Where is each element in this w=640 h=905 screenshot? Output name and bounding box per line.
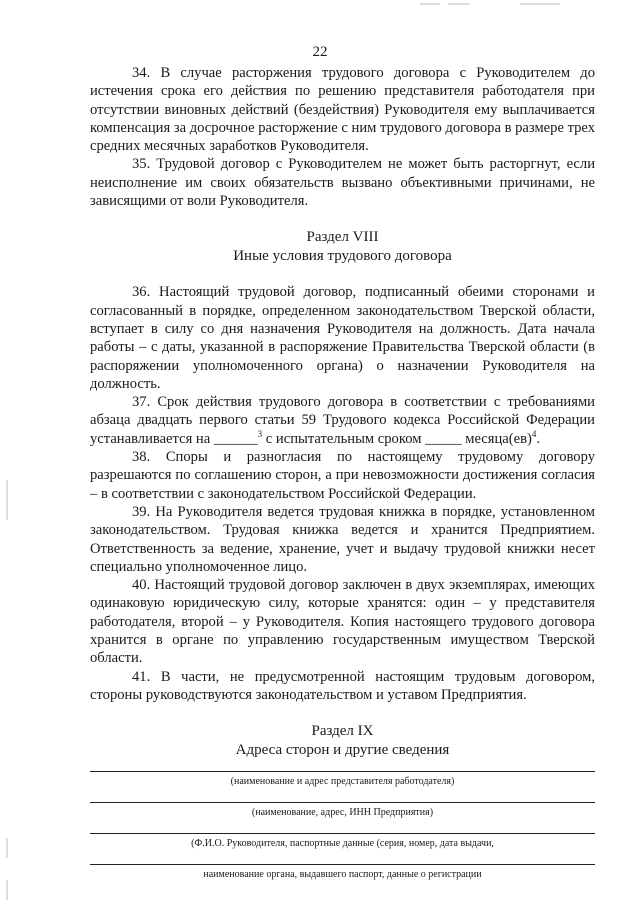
paragraph-36: 36. Настоящий трудовой договор, подписанный обеими сторонами и согласованный в порядке, определенном законодательством Тверской области, вступает в силу со дня назначения Руководителя на должность. Дата начала работы – с даты, указанной в распоряжение Правительства Тверской области (в распоряжении уполномоченного органа) о назначении Руководителя на должность. bbox=[90, 284, 595, 392]
paragraph-41: 41. В части, не предусмотренной настоящим трудовым договором, стороны руководствуются законодательством и уставом Предприятия. bbox=[90, 668, 595, 703]
paragraph-38: 38. Споры и разногласия по настоящему трудовому договору разрешаются по соглашению сторон, а при невозможности достижения согласия – в соответствии с законодательством Российской Федерации. bbox=[90, 449, 595, 502]
field-enterprise bbox=[90, 802, 595, 819]
paragraph-37-text-2: с испытательным сроком _____ месяца(ев) bbox=[262, 430, 532, 447]
section-9-heading: Раздел IX bbox=[311, 723, 374, 740]
field-caption-enterprise: (наименование, адрес, ИНН Предприятия) bbox=[251, 807, 434, 819]
section-8-title: Иные условия трудового договора bbox=[233, 247, 452, 264]
paragraph-39: 39. На Руководителя ведется трудовая книжка в порядке, установленном законодательством. Трудовая книжка ведется и хранится Предприятием. Ответственность за ведение, хранение, учет и выдачу трудовой книжки несет специально уполномоченное лицо. bbox=[90, 503, 595, 575]
footnote-4-ref: 4 bbox=[531, 428, 537, 439]
paragraph-40: 40. Настоящий трудовой договор заключен в двух экземплярах, имеющих одинаковую юридическую силу, которые хранятся: один – у представителя работодателя, второй – у Руководителя. Копия настоящего трудового договора хранится в органе по управлению государственным имуществом Тверской области. bbox=[90, 577, 595, 667]
field-line bbox=[90, 771, 595, 772]
footnote-3-ref: 3 bbox=[257, 428, 263, 439]
field-caption-employer: (наименование и адрес представителя работодателя) bbox=[230, 776, 455, 788]
paragraph-37-text-1: 37. Срок действия трудового договора в соответствии с требованиями абзаца двадцать первого статьи 59 Трудового кодекса Российской Федерации устанавливается на ______ bbox=[90, 394, 595, 447]
field-manager bbox=[90, 833, 595, 850]
field-caption-manager: (Ф.И.О. Руководителя, паспортные данные (серия, номер, дата выдачи, bbox=[191, 838, 494, 850]
paragraph-35: 35. Трудовой договор с Руководителем не может быть расторгнут, если неисполнение им своих обязательств вызвано объективными причинами, не зависящими от воли Руководителя. bbox=[90, 156, 595, 210]
field-passport-authority bbox=[90, 864, 595, 881]
field-line bbox=[90, 833, 595, 834]
paragraph-37-text-3: . bbox=[536, 430, 541, 447]
paragraph-34: 34. В случае расторжения трудового договора с Руководителем до истечения срока его действия по решению представителя работодателя при отсутствии виновных действий (бездействия) Руководителя ему выплачивается компенсация за досрочное расторжение с ним трудового договора в размере трех средних месячных заработков Руководителя. bbox=[90, 65, 596, 155]
document-body bbox=[90, 64, 595, 881]
section-8-heading: Раздел VIII bbox=[306, 229, 379, 246]
page-number: 22 bbox=[312, 44, 328, 60]
field-employer bbox=[90, 771, 595, 788]
paragraph-37 bbox=[90, 393, 595, 448]
section-9-title: Адреса сторон и другие сведения bbox=[235, 741, 450, 758]
field-line bbox=[90, 802, 595, 803]
field-line bbox=[90, 864, 595, 865]
field-caption-passport-authority: наименование органа, выдавшего паспорт, данные о регистрации bbox=[203, 869, 482, 881]
